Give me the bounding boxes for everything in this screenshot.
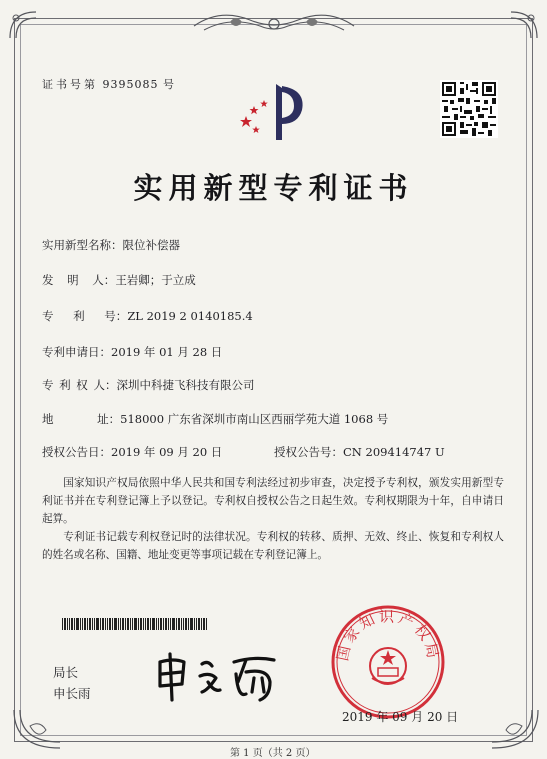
top-ornament	[190, 6, 358, 40]
field-label: 实用新型名称：	[42, 238, 123, 252]
field-label: 专 利 权 人：	[42, 378, 117, 392]
director-title: 局长	[53, 665, 79, 680]
certificate-number-suffix: 号	[163, 78, 175, 91]
field-value: ZL 2019 2 0140185.4	[127, 309, 253, 323]
field-value: 518000 广东省深圳市南山区西丽学苑大道 1068 号	[120, 412, 389, 426]
national-emblem-icon	[370, 648, 406, 684]
body-paragraph-2: 专利证书记载专利权登记时的法律状况。专利权的转移、质押、无效、终止、恢复和专利权人的姓名或名称、国籍、地址变更等事项记载在专利登记簿上。	[42, 531, 504, 561]
field-label: 专 利 号：	[42, 309, 128, 323]
corner-ornament-tl	[6, 8, 40, 42]
field-utility-model-name	[42, 237, 180, 253]
director-signature	[150, 652, 282, 704]
corner-ornament-bl	[10, 706, 64, 752]
official-seal	[330, 604, 446, 720]
field-announcement-date	[42, 444, 222, 460]
body-paragraph-1: 国家知识产权局依照中华人民共和国专利法经过初步审查，决定授予专利权，颁发实用新型专利证书并在专利登记簿上予以登记。专利权自授权公告之日起生效。专利权期限为十年，自申请日起算。	[42, 477, 504, 525]
field-patent-number	[42, 308, 253, 324]
barcode	[62, 618, 208, 630]
field-patentee	[42, 377, 254, 393]
field-value: 限位补偿器	[122, 238, 180, 252]
seal-text: 国家知识产权局	[333, 607, 443, 663]
field-value: 2019 年 09 月 20 日	[111, 445, 223, 459]
field-label: 授权公告号：	[274, 445, 343, 459]
field-label: 发 明 人：	[42, 273, 116, 287]
seal-date: 2019 年 09 月 20 日	[342, 710, 459, 724]
patent-office-emblem	[232, 78, 316, 142]
certificate-body	[42, 474, 504, 564]
field-label: 授权公告日：	[42, 445, 111, 459]
qr-code	[440, 80, 498, 138]
field-value: 深圳中科捷飞科技有限公司	[116, 378, 255, 392]
field-value: CN 209414747 U	[343, 445, 445, 459]
certificate-title: 实用新型专利证书	[133, 171, 414, 205]
field-label: 地 址：	[42, 412, 121, 426]
certificate-number	[42, 76, 175, 92]
certificate-number-label: 证书号第	[42, 78, 98, 91]
corner-ornament-br	[488, 706, 542, 752]
field-address	[42, 411, 388, 427]
certificate-number-value: 9395085	[102, 78, 159, 91]
field-label: 专利申请日：	[42, 345, 111, 359]
field-value: 2019 年 01 月 28 日	[111, 345, 223, 359]
field-inventor	[42, 272, 196, 288]
field-filing-date	[42, 344, 222, 360]
director-name: 申长雨	[53, 686, 91, 701]
field-value: 王岩卿；于立成	[115, 273, 196, 287]
field-announcement-number	[274, 444, 445, 460]
page-number: 第 1 页（共 2 页）	[230, 748, 316, 759]
corner-ornament-tr	[507, 8, 541, 42]
